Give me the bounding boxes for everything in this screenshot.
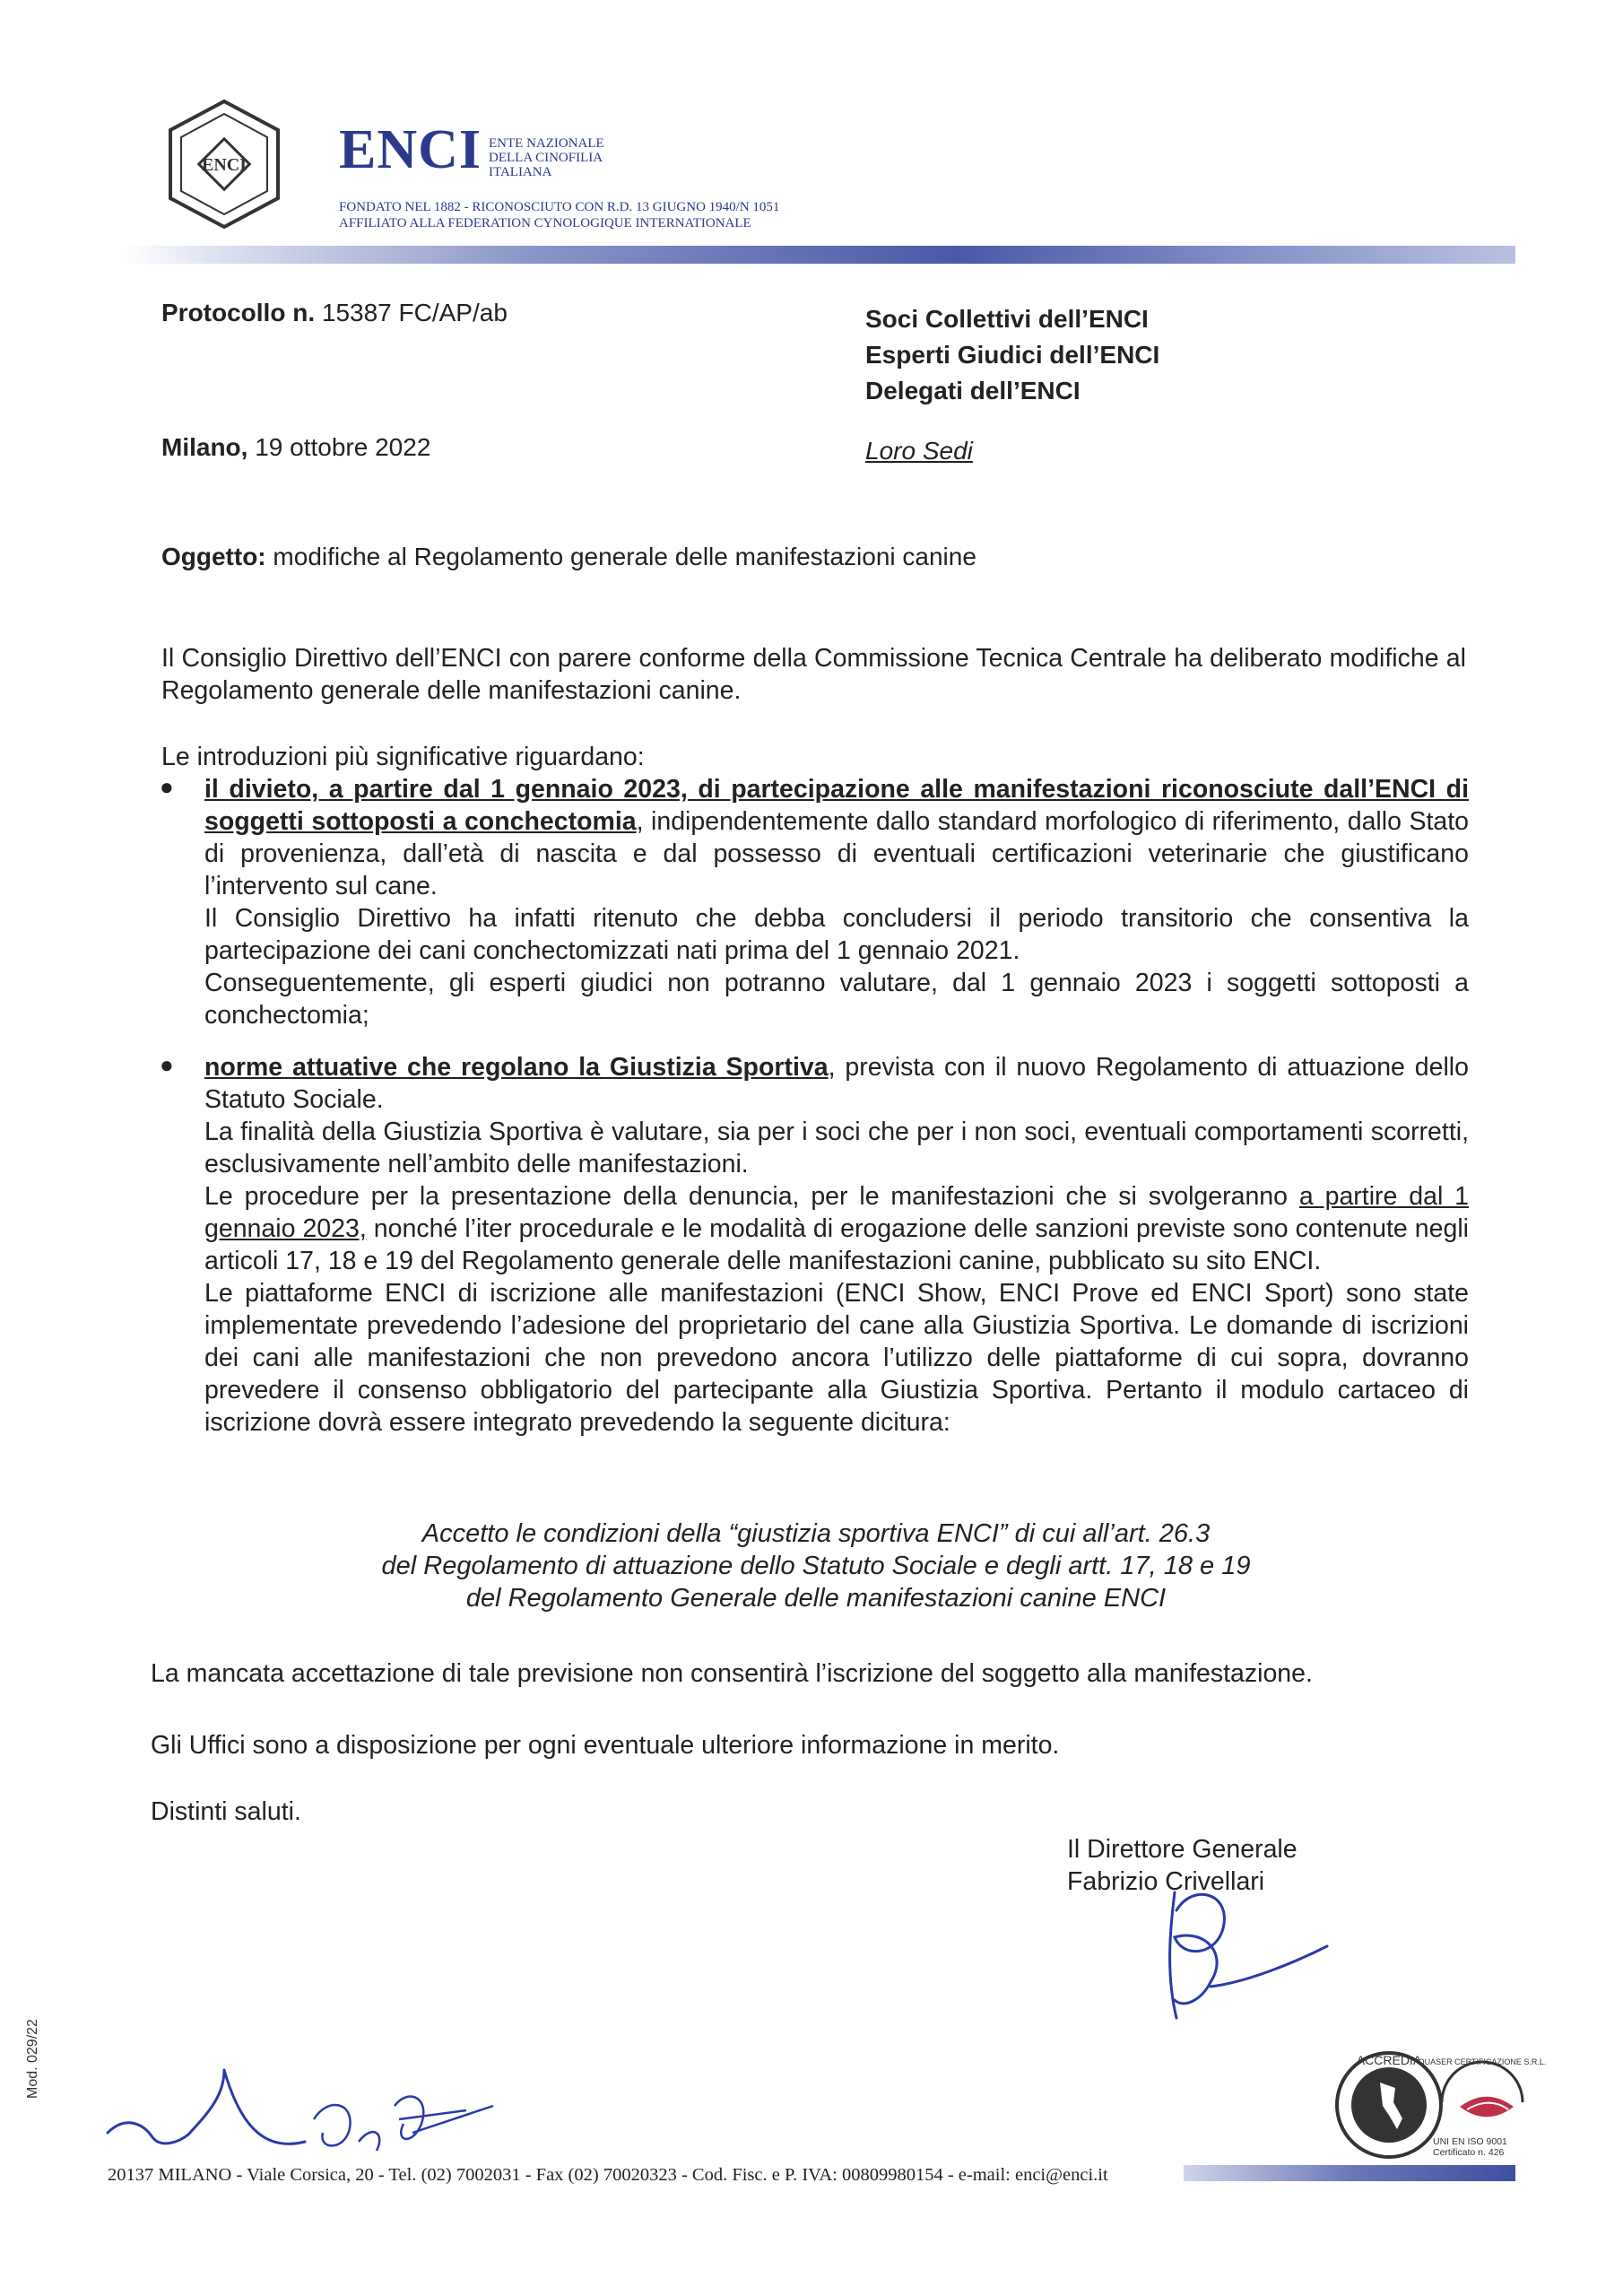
recipient: Soci Collettivi dell’ENCI <box>865 305 1149 333</box>
paragraph: Le piattaforme ENCI di iscrizione alle manifestazioni (ENCI Show, ENCI Prove ed ENCI Sport) sono state implementate prevedendo l’adesione del proprietario del cane alla Giustizia Sportiva. Le domande di iscrizioni dei cani alle manifestazioni che non prevedono ancora l’utilizzo delle piattaforme di cui sopra, dovranno prevedere il consenso obbligatorio del partecipante alla Giustizia Sportiva. Pertanto il modulo cartaceo di iscrizione dovrà essere integrato prevedendo la seguente dicitura: <box>204 1279 1469 1437</box>
enci-logo-text: ENCI <box>339 119 482 180</box>
footer-divider-bar <box>1184 2165 1515 2181</box>
subject-line: Oggetto: modifiche al Regolamento generale delle manifestazioni canine <box>161 543 976 570</box>
uffici-paragraph: Gli Uffici sono a disposizione per ogni eventuale ulteriore informazione in merito. <box>151 1731 1060 1760</box>
quote-line: del Regolamento Generale delle manifestazioni canine ENCI <box>465 1584 1167 1613</box>
loro-sedi: Loro Sedi <box>865 437 973 465</box>
form-code: Mod. 029/22 <box>25 2019 40 2099</box>
bullet-conchectomia: il divieto, a partire dal 1 gennaio 2023, di partecipazione alle manifestazioni riconosciute dall’ENCI di soggetti sottoposti a conchectomia, indipendentemente dallo standard morfologico di riferimento, dallo Stato di provenienza, dall’età di nascita e dal possesso di eventuali certificazioni veterinarie che giustificano l’intervento sul cane. Il Consiglio Direttivo ha infatti ritenuto che debba concludersi il periodo transitorio che consentiva la partecipazione dei cani conchectomizzati nati prima del 1 gennaio 2021. Conseguentemente, gli esperti giudici non potranno valutare, dal 1 gennaio 2023 i soggetti sottoposti a conchectomia; <box>204 775 1470 1030</box>
handwritten-signature <box>1121 1874 1336 2027</box>
header-divider-bar <box>121 246 1515 264</box>
ente-line: ENTE NAZIONALE <box>489 136 604 151</box>
paragraph: Conseguentemente, gli esperti giudici non potranno valutare, dal 1 gennaio 2023 i soggetti sottoposti a conchectomia; <box>204 969 1469 1030</box>
place-date: Milano, 19 ottobre 2022 <box>161 433 431 461</box>
signatory-title: Il Direttore Generale <box>1067 1835 1298 1864</box>
ente-line: DELLA CINOFILIA <box>489 151 603 165</box>
paragraph: La finalità della Giustizia Sportiva è valutare, sia per i soci che per i non soci, eventuali comportamenti scorretti, esclusivamente nell’ambito delle manifestazioni. <box>204 1118 1469 1178</box>
iso-certification-logo <box>1418 2048 1547 2143</box>
intro-paragraph: Il Consiglio Direttivo dell’ENCI con parere conforme della Commissione Tecnica Centrale ha deliberato modifiche al Regolamento generale delle manifestazioni canine. <box>161 644 1466 705</box>
ente-line: ITALIANA <box>489 165 552 179</box>
bullet-giustizia-sportiva: norme attuative che regolano la Giustizia Sportiva, prevista con il nuovo Regolamento di attuazione dello Statuto Sociale. La finalità della Giustizia Sportiva è valutare, sia per i soci che per i non soci, eventuali comportamenti scorretti, esclusivamente nell’ambito delle manifestazioni. Le procedure per la presentazione della denuncia, per le manifestazioni che si svolgeranno a partire dal 1 gennaio 2023, nonché l’iter procedurale e le modalità di erogazione delle sanzioni previste sono contenute negli articoli 17, 18 e 19 del Regolamento generale delle manifestazioni canine, pubblicato su sito ENCI. Le piattaforme ENCI di iscrizione alle manifestazioni (ENCI Show, ENCI Prove ed ENCI Sport) sono state implementate prevedendo l’adesione del proprietario del cane alla Giustizia Sportiva. Le domande di iscrizioni dei cani alle manifestazioni che non prevedono ancora l’utilizzo delle piattaforme di cui sopra, dovranno prevedere il consenso obbligatorio del partecipante alla Giustizia Sportiva. Pertanto il modulo cartaceo di iscrizione dovrà essere integrato prevedendo la seguente dicitura: <box>204 1053 1470 1437</box>
enci-seal-logo <box>135 97 314 231</box>
quote-line: Accetto le condizioni della “giustizia sportiva ENCI” di cui all’art. 26.3 <box>421 1519 1211 1548</box>
paragraph: Il Consiglio Direttivo ha infatti ritenuto che debba concludersi il periodo transitorio che consentiva la partecipazione dei cani conchectomizzati nati prima del 1 gennaio 2021. <box>204 904 1469 965</box>
list-intro: Le introduzioni più significative riguardano: <box>161 743 645 771</box>
affiliation-line: AFFILIATO ALLA FEDERATION CYNOLOGIQUE INTERNATIONALE <box>339 216 751 230</box>
footer-address: 20137 MILANO - Viale Corsica, 20 - Tel. (02) 7002031 - Fax (02) 70020323 - Cod. Fisc. e P. IVA: 00809980154 - e-mail: enci@enci.it <box>108 2165 1108 2185</box>
iso-standard: UNI EN ISO 9001 <box>1433 2136 1507 2147</box>
closing: Distinti saluti. <box>151 1797 301 1826</box>
recipient: Esperti Giudici dell’ENCI <box>865 341 1160 369</box>
handwritten-initials <box>90 2034 502 2169</box>
iso-cert-text <box>1433 2136 1507 2158</box>
svg-text:ENCI: ENCI <box>201 155 247 175</box>
consent-quote <box>161 1518 1471 1614</box>
founded-lines <box>339 199 779 231</box>
protocol-number: Protocollo n. 15387 FC/AP/ab <box>161 299 508 326</box>
paragraph: Le procedure per la presentazione della denuncia, per le manifestazioni che si svolgeranno a partire dal 1 gennaio 2023, nonché l’iter procedurale e le modalità di erogazione delle sanzioni previste sono contenute negli articoli 17, 18 e 19 del Regolamento generale delle manifestazioni canine, pubblicato su sito ENCI. <box>204 1182 1470 1275</box>
bullet-dot: ● <box>160 1051 174 1078</box>
cert-number: Certificato n. 426 <box>1433 2147 1505 2158</box>
recipient: Delegati dell’ENCI <box>865 377 1081 404</box>
ente-nazionale-lines <box>489 136 604 179</box>
quote-line: del Regolamento di attuazione dello Statuto Sociale e degli artt. 17, 18 e 19 <box>381 1552 1251 1580</box>
bullet-dot: ● <box>160 773 174 800</box>
mancata-paragraph: La mancata accettazione di tale previsione non consentirà l’iscrizione del soggetto alla manifestazione. <box>151 1659 1313 1688</box>
founded-line: FONDATO NEL 1882 - RICONOSCIUTO CON R.D. 13 GIUGNO 1940/N 1051 <box>339 200 780 214</box>
svg-text:QUASER CERTIFICAZIONE S.R.L.: QUASER CERTIFICAZIONE S.R.L. <box>1418 2057 1547 2066</box>
recipients-block <box>865 301 1159 409</box>
svg-text:ACCREDIA: ACCREDIA <box>1356 2053 1422 2067</box>
signatory-name: Fabrizio Crivellari <box>1067 1867 1265 1896</box>
